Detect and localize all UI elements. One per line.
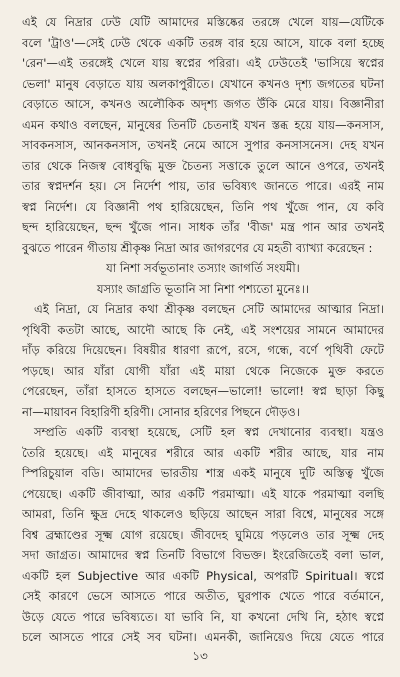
text-line: সেই কারণে ভেসে আসতে পারে অতীত, ঘুরপাক খেতে পারে বর্তমানে, <box>22 589 384 603</box>
text-line: পৃথিবী কতটা আছে, আদৌ আছে কি নেই, এই সংশয়ের সামনে আমাদের <box>22 322 384 337</box>
text-line: যস্যাং জাগ্রতি ভূতানি সা নিশা পশ্যতো মুনেঃ।। <box>96 281 310 296</box>
text-line: তার স্বপ্নদর্শন হয়। সে নির্দেশ পায়, তার ভবিষ্যৎ জানতে পারে। এরই নাম <box>22 179 384 193</box>
text-line: না—মায়াবন বিহারিণী হরিণী। সোনার হরিণের পিছনে দৌড়ও। <box>22 404 300 419</box>
text-line: বলে 'ট্রাও'—সেই ঢেউ থেকে একটি তরঙ্গ বার হয়ে আসে, যাকে বলা হচ্ছে <box>22 35 384 50</box>
text-line: 'রেন'—এই তরঙ্গেই খেলে যায় স্বপ্নের পরিরা। এই ঢেউতেই 'ভাসিয়ে স্বপ্নের <box>22 56 384 70</box>
text-line: দাঁড় করিয়ে দিয়েছেন। বিষয়ীর ধারণা রূপে, রসে, গন্ধে, বর্ণে পৃথিবী ফেটে <box>22 343 384 357</box>
text-line: তৈরি হয়েছে। এই মানুষের শরীরে আর একটি শরীর আছে, যার নাম <box>22 445 384 460</box>
text-line: তার থেকে নিজস্ব বোধবুদ্ধি মুক্ত চৈতন্য সত্তাকে তুলে আনে ওপরে, তখনই <box>22 158 384 173</box>
text-line: বিশ্ব ব্রহ্মাণ্ডের সূক্ষ্ম যোগ রয়েছে। জীবদেহ ঘুমিয়ে পড়লেও তার সূক্ষ্ম দেহ <box>22 527 384 542</box>
text-line: সম্প্রতি একটি ব্যবস্থা হয়েছে, সেটি হল স্বপ্ন দেখানোর ব্যবস্থা। যন্ত্রও <box>34 425 384 439</box>
text-line: উড়ে যেতে পারে ভবিষ্যতে। যা ভাবি নি, যা কখনো দেখি নি, হঠাৎ স্বপ্নে <box>22 609 384 624</box>
page-number: ১৩ <box>192 649 208 663</box>
text-line: পড়ছে। আর যাঁরা যোগী যাঁরা এই মায়া থেকে নিজেকে মুক্ত করতে <box>22 363 384 378</box>
text-line: পেয়েছে। একটি জীবাত্মা, আর একটি পরমাত্মা। এই যাকে পরমাত্মা বলছি <box>22 486 384 501</box>
text-line: ছন্দ হারিয়েছেন, ছন্দ খুঁজে পান। সাধক তাঁর 'বীজ' মন্ত্র পান আর তখনই <box>22 220 384 234</box>
text-line: এই নিদ্রা, যে নিদ্রার কথা শ্রীকৃষ্ণ বলছেন সেটি আমাদের আত্মার নিদ্রা। <box>34 302 384 316</box>
text-line: এই যে নিদ্রার ঢেউ যেটি আমাদের মস্তিষ্কের তরঙ্গে খেলে যায়—যেটিকে <box>22 15 384 29</box>
text-line: পেরেছেন, তাঁরা হাসতে হাসতে বলছেন—ভালো! ভালো! স্বপ্ন ছাড়া কিছু <box>22 384 384 398</box>
text-line: এমন কথাও বলছেন, মানুষের তিনটি চেতনাই যখন স্তব্ধ হয়ে যায়—কনসাস, <box>22 117 384 132</box>
text-line: ভেলা' মানুষ বেড়াতে যায় অলকাপুরীতে। যেখানে কখনও দৃশ্য জগতের ঘটনা <box>22 76 384 91</box>
text-line: চলে আসতে পারে সেই সব ঘটনা। এমনকী, জানিয়েও দিয়ে যেতে পারে <box>22 630 384 644</box>
text-line: যা নিশা সর্বভূতানাং তস্যাং জাগর্তি সংযমী। <box>106 261 300 275</box>
body-text <box>22 12 384 648</box>
text-line: বুঝতে পারেন গীতায় শ্রীকৃষ্ণ নিদ্রা আর জাগরণের যে মহতী ব্যাখ্যা করেছেন : <box>22 240 373 255</box>
text-line: সদা জাগ্রত। আমাদের স্বপ্ন তিনটি বিভাগে বিভক্ত। ইংরেজিতেই বলা ভাল, <box>22 548 384 562</box>
text-line: স্বপ্ন নির্দেশ। যে বিজ্ঞানী পথ হারিয়েছেন, তিনি পথ খুঁজে পান, যে কবি <box>22 199 384 214</box>
text-line: সাবকনসাস, আনকনসাস, তখনই নেমে আসে সুপার কনসাসনেস। দেহ যখন <box>22 138 384 152</box>
text-line: আমরা, তিনি ক্ষুদ্র দেহে থাকলেও ছড়িয়ে আছেন সারা বিশ্বে, মানুষের সঙ্গে <box>22 507 384 521</box>
text-line: স্পিরিচুয়াল বডি। আমাদের ভারতীয় শাস্ত্র একই মানুষে দুটি অস্তিত্ব খুঁজে <box>22 466 384 480</box>
text-line: বেড়াতে আসে, কখনও অলৌকিক অদৃশ্য জগত উঁকি মেরে যায়। বিজ্ঞানীরা <box>22 97 384 111</box>
text-line: একটি হল Subjective আর একটি Physical, অপরটি Spiritual। স্বপ্নে <box>22 568 384 583</box>
